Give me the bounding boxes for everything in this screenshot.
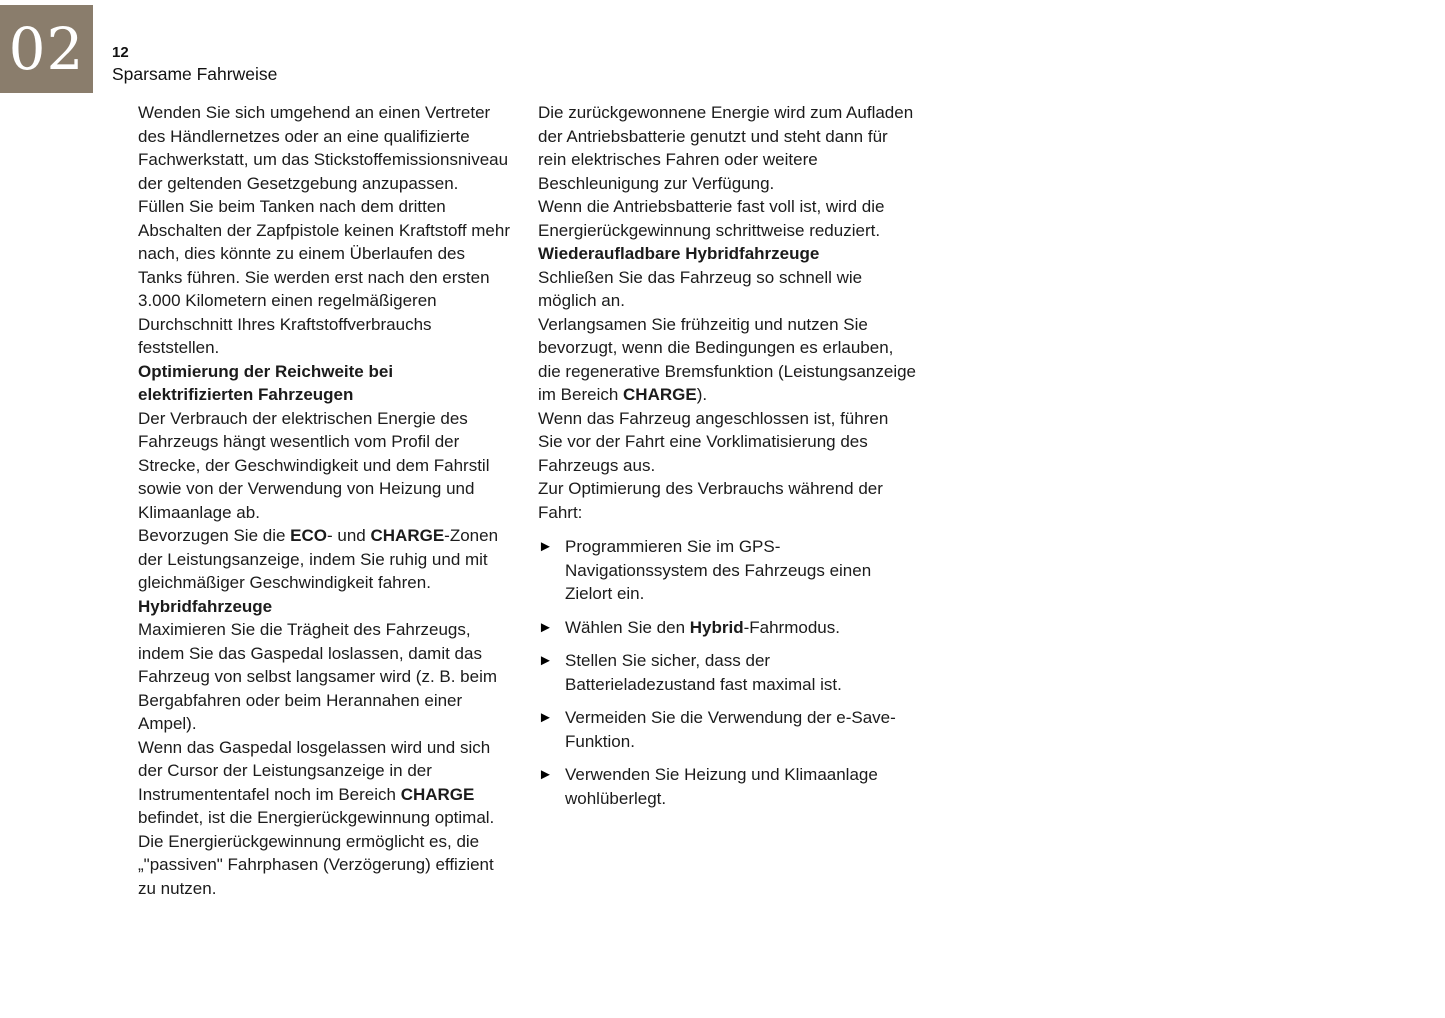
paragraph-inertia: Maximieren Sie die Trägheit des Fahrzeugs, indem Sie das Gaspedal loslassen, damit das Fahrzeug von selbst langsamer wird (z. B. beim Bergabfahren oder beim Herannahen einer Ampel). — [138, 620, 498, 733]
text-segment: Vermeiden Sie die Verwendung der e-Save-Funktion. — [565, 708, 896, 751]
paragraph-charge-zone — [138, 736, 510, 830]
paragraph-energy-consumption: Der Verbrauch der elektrischen Energie des Fahrzeugs hängt wesentlich vom Profil der Strecke, der Geschwindigkeit und dem Fahrstil sowie von der Verwendung von Heizung und Klimaanlage ab. — [138, 408, 490, 522]
paragraph-recovered-energy: Die zurückgewonnene Energie wird zum Aufladen der Antriebsbatterie genutzt und steht dann für rein elektrisches Fahren oder weitere Beschleunigung zur Verfügung. — [538, 103, 914, 193]
left-column — [138, 101, 510, 900]
paragraph-refueling: Füllen Sie beim Tanken nach dem dritten Abschalten der Zapfpistole keinen Kraftstoff mehr nach, dies könnte zu einem Überlaufen des Tanks führen. Sie werden erst nach den ersten 3.000 Kilometern einen regelmäßigeren Durchschnitt Ihres Kraftstoffverbrauchs feststellen. — [138, 197, 510, 357]
bold-term-hybrid: Hybrid — [689, 617, 744, 637]
section-title: Sparsame Fahrweise — [112, 64, 278, 84]
heading-range-optimization: Optimierung der Reichweite bei elektrifizierten Fahrzeugen — [138, 361, 394, 404]
bullet-arrow-icon: ► — [538, 709, 553, 726]
bullet-arrow-icon: ► — [538, 766, 553, 783]
bullet-text — [565, 706, 916, 753]
text-segment: -Zonen der Leistungsanzeige, indem Sie ruhig und mit gleichmäßiger Geschwindigkeit fahren. — [138, 526, 499, 592]
bullet-arrow-icon: ► — [538, 538, 553, 555]
list-item — [538, 706, 916, 753]
text-segment: Bevorzugen Sie die — [138, 526, 291, 545]
paragraph-passive-phases: Die Energierückgewinnung ermöglicht es, die „"passiven" Fahrphasen (Verzögerung) effizient zu nutzen. — [138, 831, 494, 898]
paragraph-plug-in: Schließen Sie das Fahrzeug so schnell wie möglich an. — [538, 267, 863, 310]
bold-term-charge: CHARGE — [370, 526, 445, 545]
list-item — [538, 763, 916, 810]
chapter-tab — [0, 5, 93, 93]
chapter-number: 02 — [8, 15, 85, 83]
page-number: 12 — [112, 44, 129, 61]
paragraph-preconditioning: Wenn das Fahrzeug angeschlossen ist, führen Sie vor der Fahrt eine Vorklimatisierung des Fahrzeugs aus. — [538, 408, 889, 475]
bullet-list — [538, 535, 916, 810]
bullet-text — [565, 616, 916, 640]
paragraph-regenerative-braking — [538, 313, 916, 407]
paragraph-dealer-network: Wenden Sie sich umgehend an einen Vertreter des Händlernetzes oder an eine qualifizierte Fachwerkstatt, um das Stickstoffemissionsniveau der geltenden Gesetzgebung anzupassen. — [138, 103, 509, 193]
bold-term-charge: CHARGE — [400, 784, 475, 804]
bold-term-charge: CHARGE — [623, 385, 697, 404]
paragraph-battery-full: Wenn die Antriebsbatterie fast voll ist, wird die Energierückgewinnung schrittweise reduziert. — [538, 197, 885, 240]
bullet-text — [565, 535, 916, 606]
list-item — [538, 535, 916, 606]
text-segment: Verlangsamen Sie frühzeitig und nutzen Sie bevorzugt, wenn die Bedingungen es erlauben, die regenerative Bremsfunktion (Leistungsanzeige im Bereich — [538, 314, 917, 404]
text-segment: Stellen Sie sicher, dass der Batterieladezustand fast maximal ist. — [565, 651, 842, 694]
bullet-arrow-icon: ► — [538, 652, 553, 669]
text-segment: Wenn das Gaspedal losgelassen wird und sich der Cursor der Leistungsanzeige in der Instrumententafel noch im Bereich — [138, 737, 491, 804]
page-content — [138, 101, 916, 900]
text-segment: - und — [327, 526, 371, 545]
text-segment: Wählen Sie den — [565, 617, 690, 637]
text-segment: Verwenden Sie Heizung und Klimaanlage wohlüberlegt. — [565, 765, 878, 808]
text-segment: -Fahrmodus. — [743, 617, 840, 637]
list-item — [538, 649, 916, 696]
list-item — [538, 616, 916, 640]
right-column — [538, 101, 916, 900]
text-segment: befindet, ist die Energierückgewinnung optimal. — [138, 808, 495, 827]
bullet-text — [565, 649, 916, 696]
text-segment: Programmieren Sie im GPS-Navigationssystem des Fahrzeugs einen Zielort ein. — [565, 537, 872, 603]
paragraph-eco-charge-zones — [138, 524, 510, 595]
bullet-arrow-icon: ► — [538, 618, 553, 636]
paragraph-optimization-intro: Zur Optimierung des Verbrauchs während der Fahrt: — [538, 479, 883, 522]
heading-rechargeable-hybrid: Wiederaufladbare Hybridfahrzeuge — [538, 244, 820, 263]
bold-term-eco: ECO — [290, 526, 327, 545]
heading-hybrid-vehicles: Hybridfahrzeuge — [138, 596, 273, 616]
bullet-text — [565, 763, 916, 810]
text-segment: ). — [696, 385, 708, 404]
